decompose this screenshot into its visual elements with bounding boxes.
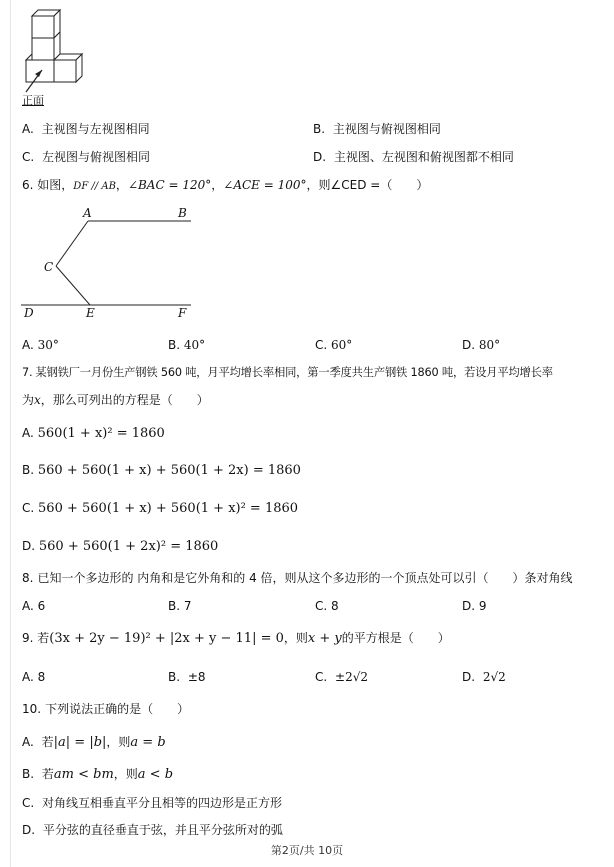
cube-stack-figure xyxy=(18,8,98,100)
q9-stem xyxy=(22,630,450,647)
option-letter: B. xyxy=(168,338,181,352)
stem-text: 下列说法正确的是（ ） xyxy=(45,702,190,716)
question-number: 8. xyxy=(22,571,34,585)
stem-text: 某钢铁厂一月份生产钢铁 560 吨，月平均增长率相同，第一季度共生产钢铁 1860 吨，若设月平均增长率 xyxy=(35,366,553,379)
option-equation: 560 + 560(1 + x) + 560(1 + x)² = 1860 xyxy=(38,501,299,516)
q7-stem-line2 xyxy=(22,392,209,408)
option-text: 左视图与俯视图相同 xyxy=(42,150,151,164)
q5-option-a[interactable] xyxy=(22,121,150,137)
stem-text: 若 xyxy=(41,735,54,749)
option-text: 30° xyxy=(37,338,59,352)
option-letter: A. xyxy=(22,122,34,136)
q9-option-d[interactable] xyxy=(462,669,506,685)
q10-option-d[interactable] xyxy=(22,822,283,838)
math-cond-parallel: DF // AB xyxy=(73,181,116,192)
math-expression: a = b xyxy=(130,735,166,750)
option-text: ±2√2 xyxy=(335,670,369,684)
q7-option-d[interactable] xyxy=(22,538,218,555)
label-a: A xyxy=(83,206,92,220)
q10-option-b[interactable] xyxy=(22,766,173,783)
option-text: 平分弦的直径垂直于弦，并且平分弦所对的弧 xyxy=(42,823,283,837)
option-equation: 560 + 560(1 + 2x)² = 1860 xyxy=(38,539,219,554)
q8-stem xyxy=(22,570,573,586)
option-text: 对角线互相垂直平分且相等的四边形是正方形 xyxy=(42,796,283,810)
option-letter: A. xyxy=(22,338,34,352)
option-text: 2√2 xyxy=(482,670,506,684)
q8-option-b[interactable] xyxy=(168,598,192,614)
q10-option-a[interactable] xyxy=(22,734,166,751)
q7-option-a[interactable] xyxy=(22,425,165,442)
option-letter: C. xyxy=(22,150,35,164)
math-expression: am < bm xyxy=(53,767,114,782)
stem-lead: 如图， xyxy=(37,178,74,192)
q7-stem-line1 xyxy=(22,365,553,381)
stem-text: 的平方根是（ ） xyxy=(341,631,450,645)
question-number: 6. xyxy=(22,178,34,192)
math-expression: a < b xyxy=(137,767,174,782)
stem-text: 若 xyxy=(37,631,50,645)
option-letter: D. xyxy=(22,823,36,837)
math-cond-angle-ace: ∠ACE = 100° xyxy=(223,178,307,192)
option-letter: A. xyxy=(22,670,34,684)
option-text: 6 xyxy=(37,599,46,613)
option-text: 主视图与左视图相同 xyxy=(41,122,150,136)
option-letter: C. xyxy=(315,599,328,613)
option-text: 60° xyxy=(331,338,353,352)
option-letter: D. xyxy=(462,670,476,684)
option-letter: B. xyxy=(168,599,181,613)
option-text: 8 xyxy=(37,670,46,684)
question-number: 7. xyxy=(22,366,33,379)
question-number: 10. xyxy=(22,702,42,716)
option-text: 9 xyxy=(478,599,487,613)
option-letter: C. xyxy=(315,670,328,684)
label-f: F xyxy=(178,306,187,320)
q8-option-c[interactable] xyxy=(315,598,339,614)
option-text: 40° xyxy=(183,338,206,352)
q6-option-d[interactable] xyxy=(462,337,500,353)
q9-option-a[interactable] xyxy=(22,669,45,685)
option-letter: A. xyxy=(22,735,34,749)
stem-text: 为 xyxy=(22,393,35,407)
question-number: 9. xyxy=(22,631,34,645)
option-text: 主视图与俯视图相同 xyxy=(332,122,441,136)
option-letter: D. xyxy=(462,599,476,613)
q10-option-c[interactable] xyxy=(22,795,282,811)
option-letter: C. xyxy=(22,501,35,515)
q5-option-c[interactable] xyxy=(22,149,150,165)
option-equation: 560 + 560(1 + x) + 560(1 + 2x) = 1860 xyxy=(37,463,301,478)
option-letter: B. xyxy=(22,463,35,477)
stem-text: ，则 xyxy=(113,767,138,781)
label-c: C xyxy=(44,260,54,274)
stem-text: 若 xyxy=(41,767,54,781)
stem-text: ，则 xyxy=(106,735,131,749)
q6-stem xyxy=(22,177,428,195)
q5-option-d[interactable] xyxy=(313,149,514,165)
q6-option-c[interactable] xyxy=(315,337,352,353)
option-text: 7 xyxy=(183,599,192,613)
q6-geometry-figure xyxy=(18,204,198,320)
stem-sep: ， xyxy=(115,178,128,192)
option-letter: A. xyxy=(22,599,34,613)
label-b: B xyxy=(178,206,187,220)
option-letter: B. xyxy=(22,767,35,781)
option-letter: C. xyxy=(22,796,35,810)
front-view-label: 正面 xyxy=(22,94,44,107)
page-left-edge xyxy=(0,0,11,867)
math-expression: x + y xyxy=(307,631,342,646)
option-letter: D. xyxy=(462,338,476,352)
stem-text: 已知一个多边形的 内角和是它外角和的 4 倍，则从这个多边形的一个顶点处可以引（ ）条对角线 xyxy=(37,571,573,585)
q6-option-a[interactable] xyxy=(22,337,59,353)
option-text: ±8 xyxy=(187,670,206,684)
math-expression: |a| = |b| xyxy=(53,735,107,750)
stem-text: ，则 xyxy=(283,631,308,645)
math-expression: (3x + 2y − 19)² + |2x + y − 11| = 0 xyxy=(49,631,284,646)
option-text: 8 xyxy=(331,599,339,613)
option-letter: D. xyxy=(22,539,36,553)
page-footer: 第2页/共 10页 xyxy=(270,844,344,857)
label-e: E xyxy=(86,306,95,320)
math-cond-angle-bac: ∠BAC = 120° xyxy=(127,178,212,192)
q6-option-b[interactable] xyxy=(168,337,205,353)
label-d: D xyxy=(24,306,34,320)
q9-option-b[interactable] xyxy=(168,669,206,685)
option-letter: A. xyxy=(22,426,34,440)
stem-ask: ，则∠CED =（ ） xyxy=(306,178,429,192)
option-text: 80° xyxy=(478,338,501,352)
q8-option-a[interactable] xyxy=(22,598,45,614)
q7-option-c[interactable] xyxy=(22,500,298,517)
option-letter: B. xyxy=(168,670,181,684)
q10-stem xyxy=(22,701,189,717)
option-letter: B. xyxy=(313,122,326,136)
stem-text: ，那么可列出的方程是（ ） xyxy=(40,393,209,407)
q8-option-d[interactable] xyxy=(462,598,487,614)
option-text: 主视图、左视图和俯视图都不相同 xyxy=(333,150,514,164)
stem-sep: ， xyxy=(211,178,224,192)
math-var: x xyxy=(34,393,41,407)
q7-option-b[interactable] xyxy=(22,462,301,479)
q9-option-c[interactable] xyxy=(315,669,368,685)
option-letter: C. xyxy=(315,338,328,352)
option-letter: D. xyxy=(313,150,327,164)
q5-option-b[interactable] xyxy=(313,121,441,137)
option-equation: 560(1 + x)² = 1860 xyxy=(37,426,165,441)
